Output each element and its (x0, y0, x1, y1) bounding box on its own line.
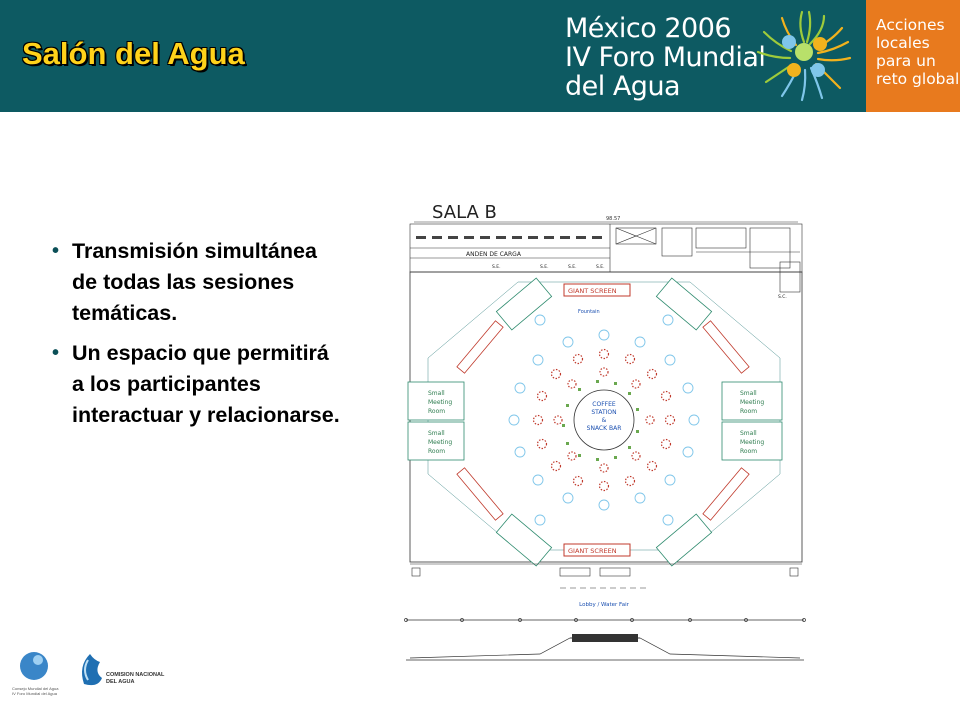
floor-plan (400, 192, 810, 670)
coffee-station-label: COFFEE (592, 401, 616, 408)
left-logo-text-1: Consejo Mundial del Agua (12, 686, 59, 691)
header-band (0, 0, 960, 112)
tagline-line-3: para un (876, 52, 936, 70)
world-water-council-logo (12, 652, 59, 696)
meeting-room (722, 382, 782, 420)
meeting-room-label: Meeting (428, 439, 453, 446)
event-name (565, 14, 765, 101)
meeting-room-label: Meeting (428, 399, 453, 406)
slide-title: Salón del Agua (22, 36, 245, 71)
bullet-list (52, 236, 342, 440)
service-label: S.E. (596, 265, 605, 270)
section-core (572, 634, 638, 642)
left-logo-text-2: IV Foro Mundial del Agua (12, 691, 57, 696)
footer-logos (8, 644, 208, 706)
lower-service-row (410, 564, 802, 588)
tagline-box (866, 0, 960, 112)
lobby-label: Lobby / Water Fair (579, 602, 629, 608)
service-label: S.E. (540, 265, 549, 270)
right-logo-text-1: COMISION NACIONAL (106, 672, 165, 678)
coffee-station-label: SNACK BAR (586, 425, 622, 432)
meeting-room (722, 422, 782, 460)
meeting-room-label: Small (428, 390, 445, 397)
water-forum-emblem (752, 6, 856, 106)
meeting-room-label: Room (428, 448, 446, 455)
meeting-room-label: Small (428, 430, 445, 437)
fountain-label: Fountain (578, 309, 600, 315)
meeting-room-label: Room (428, 408, 446, 415)
conagua-logo (82, 654, 165, 685)
tagline-line-4: reto global (876, 70, 960, 88)
tagline (876, 16, 959, 88)
tagline-line-2: locales (876, 34, 930, 52)
meeting-room-label: Small (740, 390, 757, 397)
loading-dock-label: ANDEN DE CARGA (466, 251, 521, 258)
bullet-text: Transmisión simultánea de todas las sesiones temáticas. (72, 239, 317, 325)
service-label: S.C. (778, 295, 787, 300)
dimension-label: 98.57 (606, 216, 621, 222)
event-line-3: del Agua (565, 71, 681, 102)
meeting-room-label: Small (740, 430, 757, 437)
right-logo-text-2: DEL AGUA (106, 679, 135, 685)
service-label: S.E. (492, 265, 501, 270)
bullet-text: Un espacio que permitirá a los participantes interactuar y relacionarse. (72, 341, 340, 427)
meeting-room-label: Meeting (740, 439, 765, 446)
meeting-room (408, 422, 464, 460)
giant-screen-bottom-label: GIANT SCREEN (568, 547, 617, 555)
meeting-room-label: Meeting (740, 399, 765, 406)
meeting-room (408, 382, 464, 420)
coffee-station-label: STATION (591, 409, 617, 416)
service-label: S.E. (568, 265, 577, 270)
event-line-1: México 2006 (565, 13, 732, 44)
giant-screen-top-label: GIANT SCREEN (568, 287, 617, 295)
coffee-station-label: & (601, 417, 607, 424)
bullet-item (52, 338, 342, 431)
tagline-line-1: Acciones (876, 16, 945, 34)
bullet-dot-icon: • (52, 240, 60, 262)
bullet-item (52, 236, 342, 329)
bullet-dot-icon: • (52, 342, 60, 364)
dock-bays (416, 236, 602, 239)
sala-label: SALA B (432, 202, 497, 223)
meeting-room-label: Room (740, 408, 758, 415)
meeting-room-label: Room (740, 448, 758, 455)
event-line-2: IV Foro Mundial (565, 42, 766, 73)
